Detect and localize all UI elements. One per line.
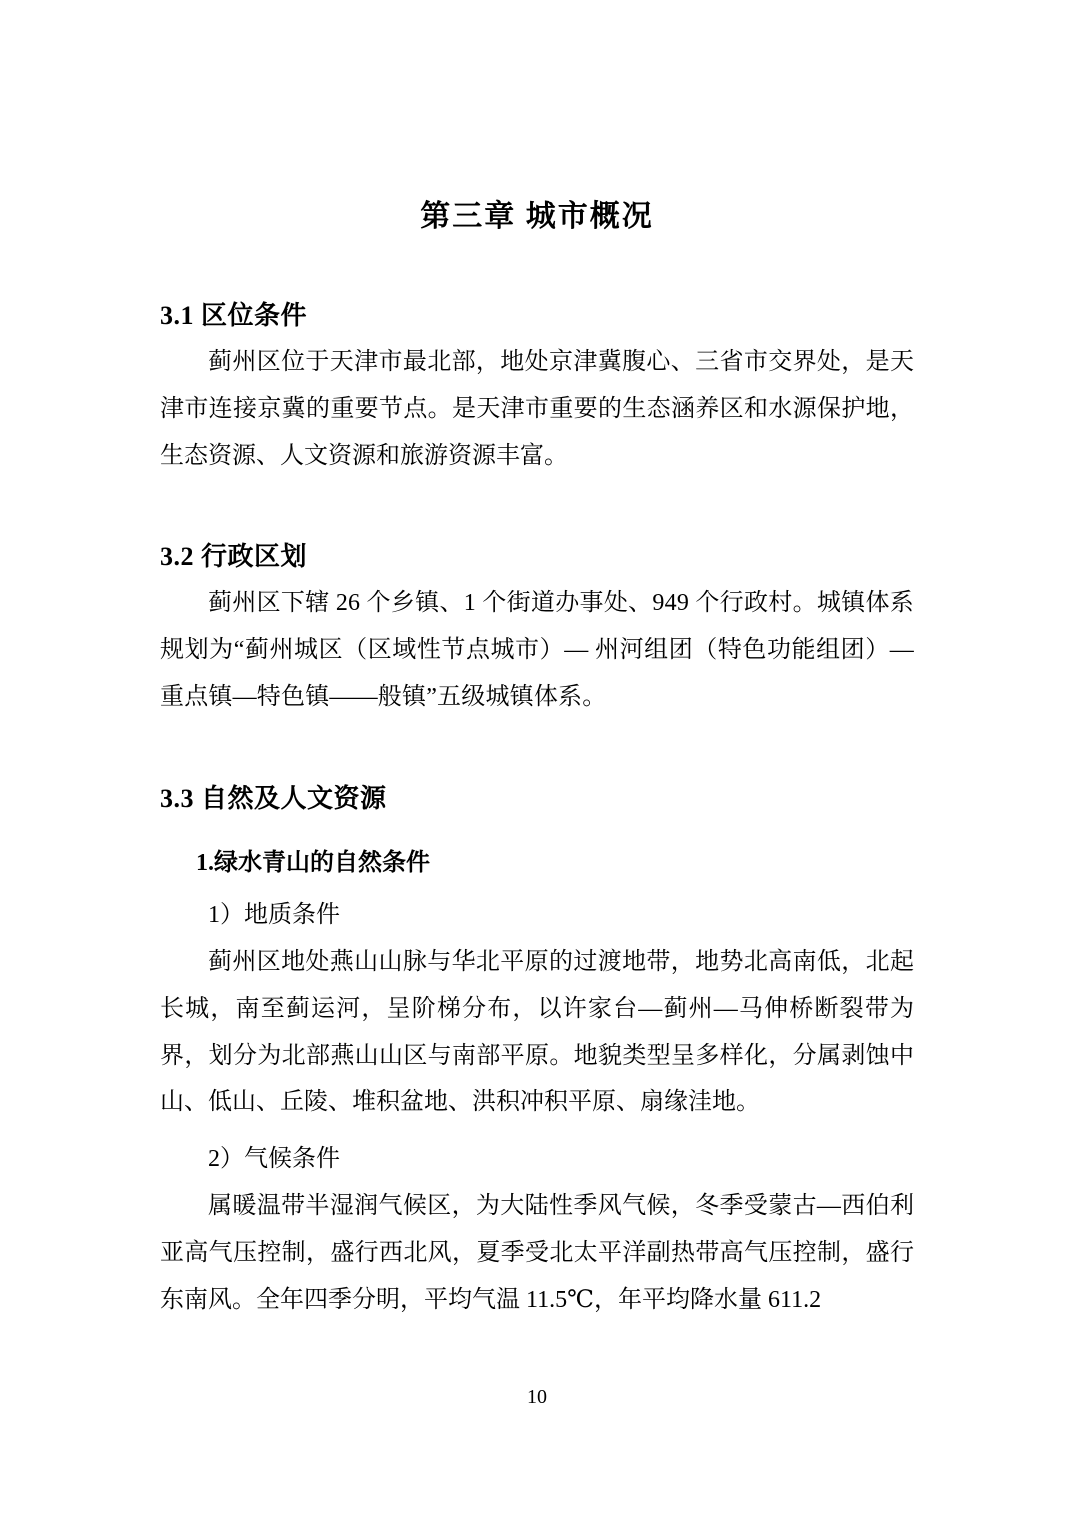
page-content (160, 0, 914, 1323)
paragraph-3-1-1: 蓟州区位于天津市最北部，地处京津冀腹心、三省市交界处，是天津市连接京冀的重要节点。是天津市重要的生态涵养区和水源保护地，生态资源、人文资源和旅游资源丰富。 (160, 349, 914, 469)
page-number: 10 (527, 1386, 547, 1408)
item-text-geology: 蓟州区地处燕山山脉与华北平原的过渡地带，地势北高南低，北起长城，南至蓟运河，呈阶梯分布，以许家台—蓟州—马伸桥断裂带为界，划分为北部燕山山区与南部平原。地貌类型呈多样化，分属剥蚀中山、低山、丘陵、堆积盆地、洪积冲积平原、扇缘洼地。 (160, 948, 914, 1116)
section-heading-3-1: 3.1 区位条件 (160, 301, 308, 330)
item-label-climate: 2）气候条件 (208, 1146, 340, 1173)
subsection-heading-natural-conditions: 1.绿水青山的自然条件 (196, 849, 430, 876)
section-heading-3-3: 3.3 自然及人文资源 (160, 783, 387, 813)
chapter-title: 第三章 城市概况 (420, 200, 654, 233)
paragraph-3-2-1: 蓟州区下辖 26 个乡镇、1 个街道办事处、949 个行政村。城镇体系规划为“蓟州城区（区域性节点城市）— 州河组团（特色功能组团）—重点镇—特色镇——般镇”五级城镇体系。 (160, 590, 914, 710)
item-text-climate: 属暖温带半湿润气候区，为大陆性季风气候，冬季受蒙古—西伯利亚高气压控制，盛行西北风，夏季受北太平洋副热带高气压控制，盛行东南风。全年四季分明，平均气温 11.5℃，年平均降水量 611.2 (160, 1192, 914, 1313)
section-heading-3-2: 3.2 行政区划 (160, 542, 308, 572)
item-label-geology: 1）地质条件 (208, 902, 340, 929)
